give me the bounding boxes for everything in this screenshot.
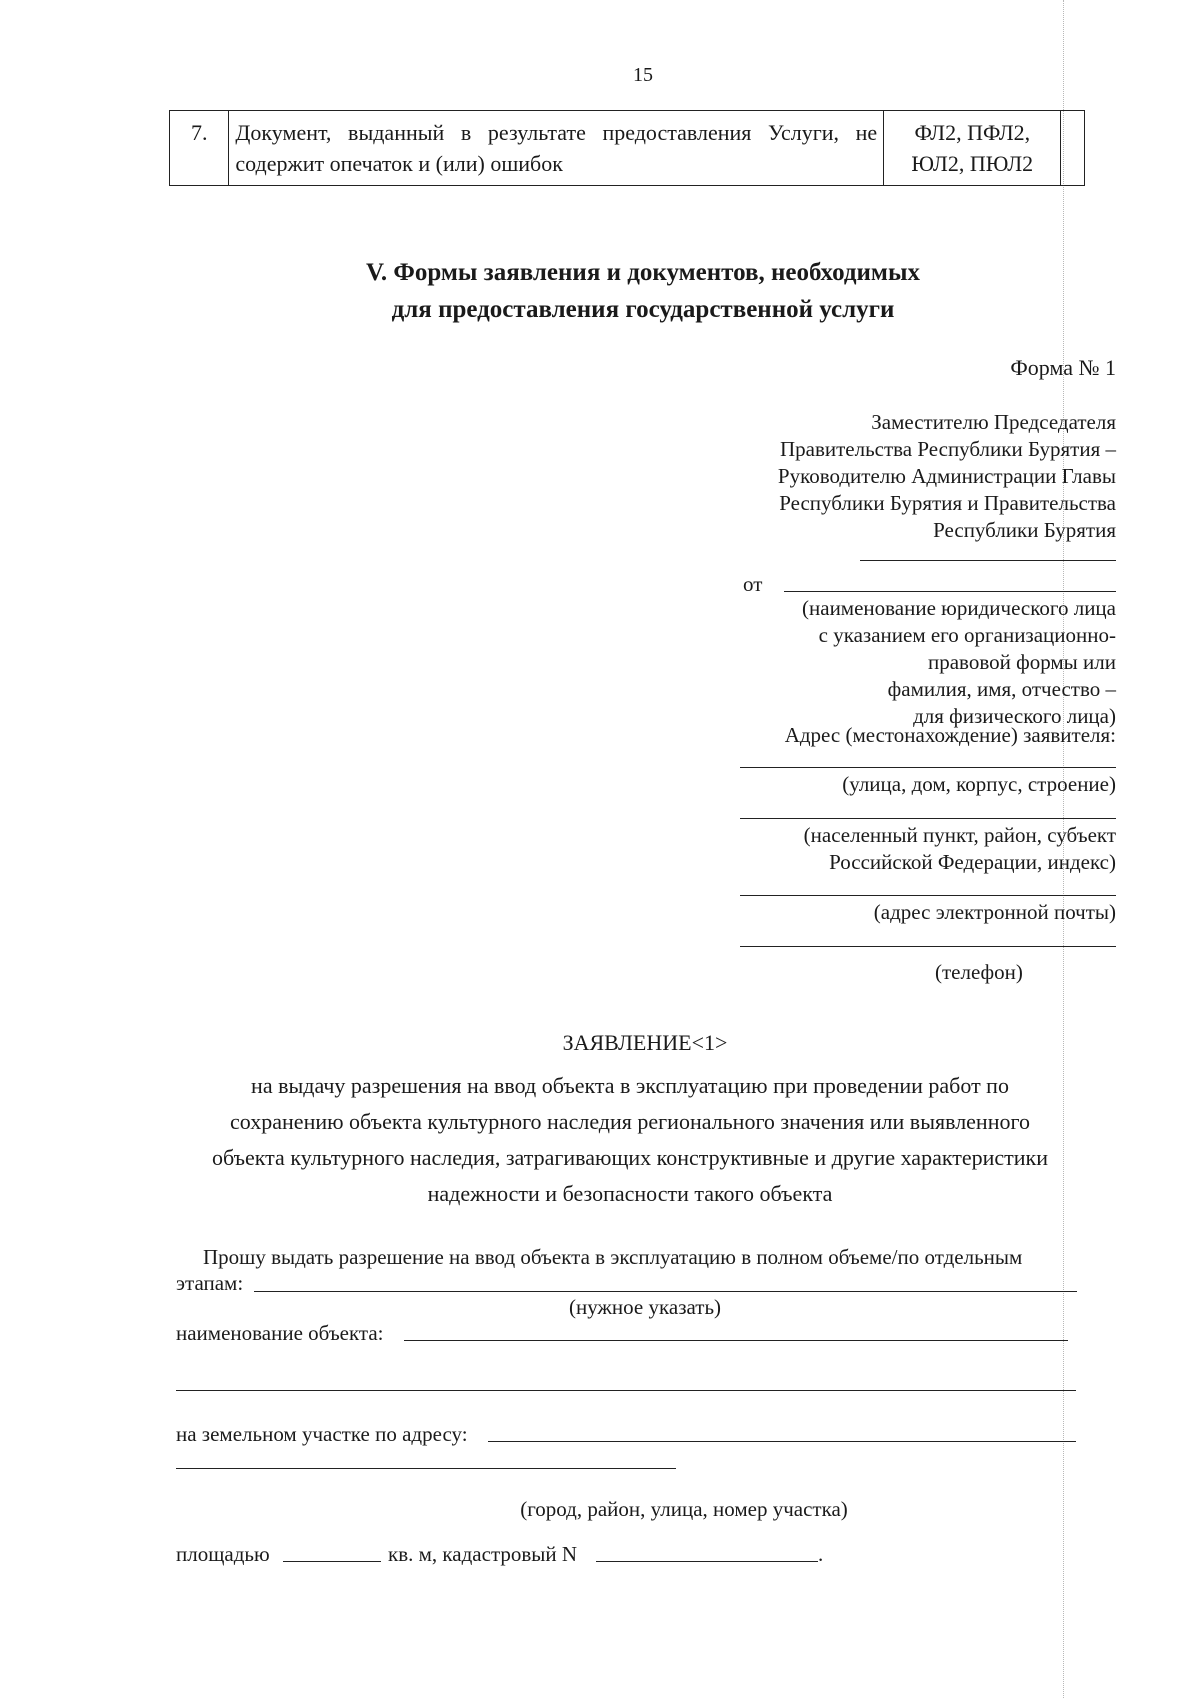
applicant-caption-line2: с указанием его организационно- <box>818 623 1116 647</box>
end-period: . <box>818 1542 824 1566</box>
applicant-caption-line4: фамилия, имя, отчество – <box>887 677 1116 701</box>
addressee-line2: Правительства Республики Бурятия – <box>779 437 1116 461</box>
table-row <box>170 111 1085 186</box>
object-name-label: наименование объекта: <box>176 1321 384 1345</box>
statement-subtitle-line2: сохранению объекта культурного наследия регионального значения или выявленного <box>230 1109 1030 1134</box>
row-empty-cell <box>1061 111 1085 186</box>
locality-caption-line2: Российской Федерации, индекс) <box>829 850 1116 874</box>
locality-blank-line <box>740 818 1116 819</box>
land-plot-blank-line <box>488 1441 1076 1442</box>
cadastral-blank-line <box>596 1561 818 1562</box>
row-codes-line2: ЮЛ2, ПЮЛ2 <box>911 151 1034 176</box>
street-blank-line <box>740 767 1116 768</box>
addressee-line3: Руководителю Администрации Главы <box>777 464 1116 488</box>
statement-subtitle-line1: на выдачу разрешения на ввод объекта в эксплуатацию при проведении работ по <box>251 1073 1009 1098</box>
addressee-line4: Республики Бурятия и Правительства <box>779 491 1116 515</box>
addressee-line1: Заместителю Председателя <box>871 410 1116 434</box>
applicant-caption-line5: для физического лица) <box>913 704 1116 728</box>
locality-caption <box>804 822 1116 876</box>
email-caption: (адрес электронной почты) <box>873 900 1116 924</box>
phone-blank-line <box>740 946 1116 947</box>
from-label: от <box>743 572 763 596</box>
area-unit-label: кв. м, кадастровый N <box>388 1542 578 1566</box>
section-heading <box>200 254 1086 328</box>
object-name-blank-line-2 <box>176 1390 1076 1391</box>
stages-blank-line <box>254 1291 1077 1292</box>
row-codes <box>884 111 1061 186</box>
statement-subtitle <box>160 1068 1100 1212</box>
area-label: площадью <box>176 1542 270 1566</box>
row-codes-line1: ФЛ2, ПФЛ2, <box>914 120 1031 145</box>
page-number: 15 <box>633 64 653 86</box>
applicant-caption <box>802 595 1116 730</box>
section-heading-line1: V. Формы заявления и документов, необходимых <box>366 259 920 286</box>
phone-caption: (телефон) <box>935 960 1023 984</box>
statement-subtitle-line4: надежности и безопасности такого объекта <box>427 1181 833 1206</box>
land-plot-caption: (город, район, улица, номер участка) <box>520 1497 848 1521</box>
row-number: 7. <box>170 111 229 186</box>
address-label: Адрес (местонахождение) заявителя: <box>784 723 1116 747</box>
stages-caption: (нужное указать) <box>568 1295 722 1319</box>
object-name-blank-line <box>404 1340 1068 1341</box>
section-heading-line2: для предоставления государственной услуги <box>391 296 895 323</box>
statement-title: ЗАЯВЛЕНИЕ<1> <box>562 1030 728 1055</box>
row-text: Документ, выданный в результате предоставления Услуги, не содержит опечаток и (или) ошибок <box>229 111 884 186</box>
criteria-table <box>169 110 1085 186</box>
addressee <box>778 409 1116 544</box>
applicant-caption-line3: правовой формы или <box>928 650 1116 674</box>
land-plot-label: на земельном участке по адресу: <box>176 1422 468 1446</box>
addressee-blank-line <box>860 560 1116 561</box>
stages-label: этапам: <box>176 1271 244 1295</box>
statement-subtitle-line3: объекта культурного наследия, затрагивающих конструктивные и другие характеристики <box>211 1145 1048 1170</box>
land-plot-blank-line-2 <box>176 1468 676 1469</box>
locality-caption-line1: (населенный пункт, район, субъект <box>803 823 1116 847</box>
form-number: Форма № 1 <box>1010 355 1116 380</box>
request-text: Прошу выдать разрешение на ввод объекта в эксплуатацию в полном объеме/по отдельным <box>203 1245 1023 1269</box>
addressee-line5: Республики Бурятия <box>933 518 1116 542</box>
area-blank-line <box>283 1561 381 1562</box>
applicant-caption-line1: (наименование юридического лица <box>802 596 1116 620</box>
from-blank-line <box>784 591 1116 592</box>
street-caption: (улица, дом, корпус, строение) <box>842 772 1116 796</box>
email-blank-line <box>740 895 1116 896</box>
